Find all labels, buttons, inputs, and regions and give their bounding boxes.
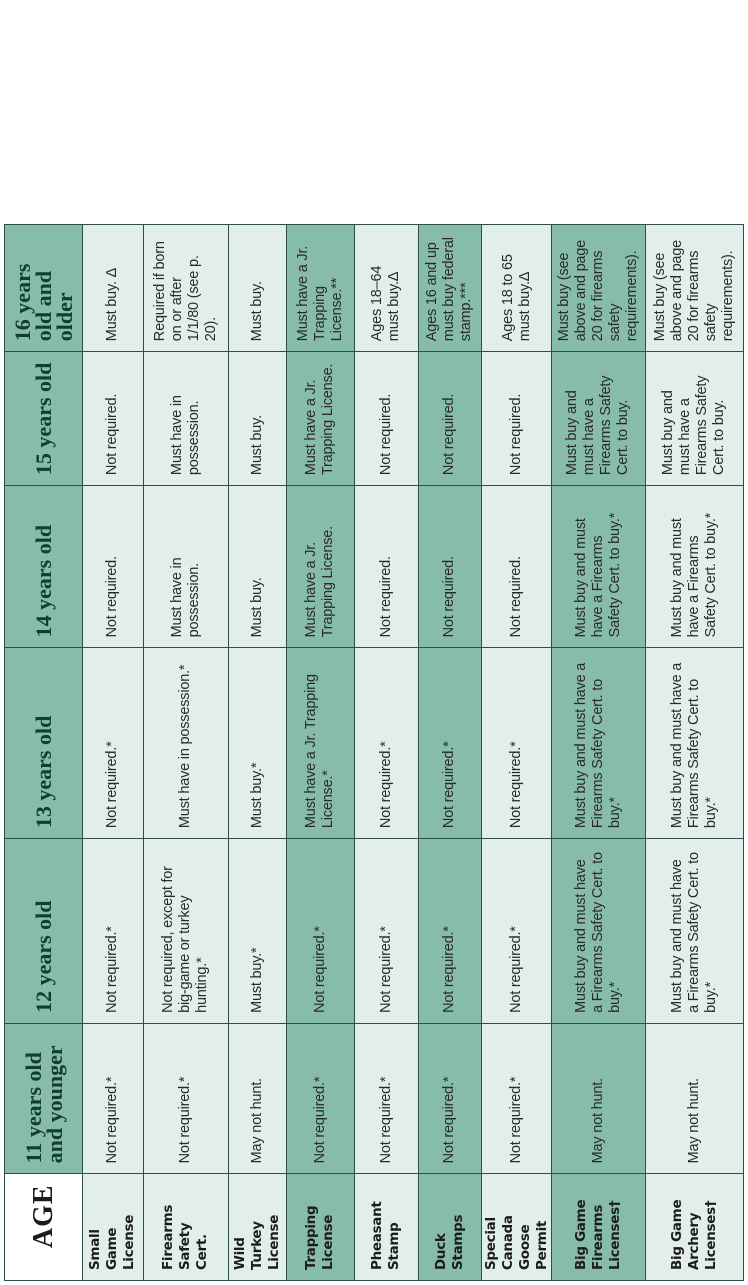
table-cell: Not required.* <box>286 1023 354 1173</box>
age-column-header: 16 years old and older <box>5 225 83 352</box>
table-cell: May not hunt. <box>228 1023 286 1173</box>
table-cell: Must buy.* <box>228 648 286 839</box>
table-cell: Ages 18 to 65 must buy.Δ <box>482 225 552 352</box>
table-cell: Must buy and must have a Firearms Safety Cert. to buy.* <box>645 486 743 648</box>
table-cell: Not required.* <box>482 839 552 1024</box>
table-cell: Not required. <box>482 352 552 486</box>
table-cell: Must buy and must have a Firearms Safety Cert. to buy.* <box>645 839 743 1024</box>
table-cell: Not required.* <box>354 648 418 839</box>
age-column-header: 15 years old <box>5 352 83 486</box>
row-label: Wild Turkey License <box>228 1174 286 1281</box>
table-cell: Must have a Jr. Trapping License.** <box>286 225 354 352</box>
table-cell: Not required.* <box>83 839 144 1024</box>
table-cell: Must buy (see above and page 20 for firearms safety requirements). <box>552 225 645 352</box>
table-cell: Must buy and must have a Firearms Safety Cert. to buy.* <box>552 648 645 839</box>
table-cell: Must have a Jr. Trapping License. <box>286 486 354 648</box>
age-column-header: 14 years old <box>5 486 83 648</box>
table-cell: Must have a Jr. Trapping License.* <box>286 648 354 839</box>
age-column-header: 11 years old and younger <box>5 1023 83 1173</box>
table-cell: Not required.* <box>418 1023 482 1173</box>
table-cell: May not hunt. <box>552 1023 645 1173</box>
table-cell: Not required.* <box>83 648 144 839</box>
table-row <box>228 5 286 1281</box>
table-cell: Ages 16 and up must buy federal stamp.*** <box>418 225 482 352</box>
row-label: Pheasant Stamp <box>354 1174 418 1281</box>
table-cell: May not hunt. <box>645 1023 743 1173</box>
table-cell: Not required, except for big-game or turkey hunting.* <box>143 839 228 1024</box>
table-cell: Must buy and must have a Firearms Safety Cert. to buy.* <box>552 486 645 648</box>
age-column-header: 13 years old <box>5 648 83 839</box>
table-row <box>83 5 144 1281</box>
table-cell: Must buy.* <box>228 839 286 1024</box>
table-cell: Not required.* <box>143 1023 228 1173</box>
row-label: Big Game Archery Licenses† <box>645 1174 743 1281</box>
table-row <box>143 5 228 1281</box>
row-label: Trapping License <box>286 1174 354 1281</box>
table-cell: Not required. <box>418 486 482 648</box>
table-cell: Not required. <box>354 486 418 648</box>
table-cell: Not required. <box>83 352 144 486</box>
table-cell: Must buy. <box>228 225 286 352</box>
table-cell: Not required.* <box>482 1023 552 1173</box>
license-requirements-table <box>4 4 744 1281</box>
table-row <box>418 5 482 1281</box>
table-cell: Must have in possession.* <box>143 648 228 839</box>
row-label: Duck Stamps <box>418 1174 482 1281</box>
table-cell: Not required. <box>83 486 144 648</box>
age-header-row <box>5 5 83 1281</box>
table-cell: Not required. <box>418 352 482 486</box>
age-column-header: 12 years old <box>5 839 83 1024</box>
row-label: Special Canada Goose Permit <box>482 1174 552 1281</box>
table-cell: Must buy and must have a Firearms Safety Cert. to buy.* <box>552 839 645 1024</box>
table-cell: Not required.* <box>83 1023 144 1173</box>
row-label: Small Game License <box>83 1174 144 1281</box>
table-cell: Must buy and must have a Firearms Safety Cert. to buy. <box>552 352 645 486</box>
table-cell: Not required.* <box>354 1023 418 1173</box>
table-row <box>645 5 743 1281</box>
table-cell: Not required.* <box>286 839 354 1024</box>
table-row <box>482 5 552 1281</box>
table-row <box>354 5 418 1281</box>
row-label: Big Game Firearms Licenses† <box>552 1174 645 1281</box>
table-cell: Must buy and must have a Firearms Safety Cert. to buy. <box>645 352 743 486</box>
table-cell: Not required.* <box>354 839 418 1024</box>
table-cell: Must have a Jr. Trapping License. <box>286 352 354 486</box>
table-cell: Must buy. <box>228 352 286 486</box>
table-cell: Not required.* <box>482 648 552 839</box>
table-cell: Must have in possession. <box>143 352 228 486</box>
table-cell: Not required. <box>482 486 552 648</box>
table-row <box>286 5 354 1281</box>
row-label: Firearms Safety Cert. <box>143 1174 228 1281</box>
table-cell: Must buy (see above and page 20 for firearms safety requirements). <box>645 225 743 352</box>
age-corner-label: AGE <box>5 1174 83 1281</box>
table-cell: Required if born on or after 1/1/80 (see p. 20). <box>143 225 228 352</box>
table-cell: Must buy and must have a Firearms Safety Cert. to buy.* <box>645 648 743 839</box>
table-cell: Not required. <box>354 352 418 486</box>
table-cell: Ages 18–64 must buy.Δ <box>354 225 418 352</box>
table-cell: Must have in possession. <box>143 486 228 648</box>
table-cell: Must buy. <box>228 486 286 648</box>
table-cell: Not required.* <box>418 648 482 839</box>
table-row <box>552 5 645 1281</box>
table-cell: Must buy. Δ <box>83 225 144 352</box>
table-cell: Not required.* <box>418 839 482 1024</box>
